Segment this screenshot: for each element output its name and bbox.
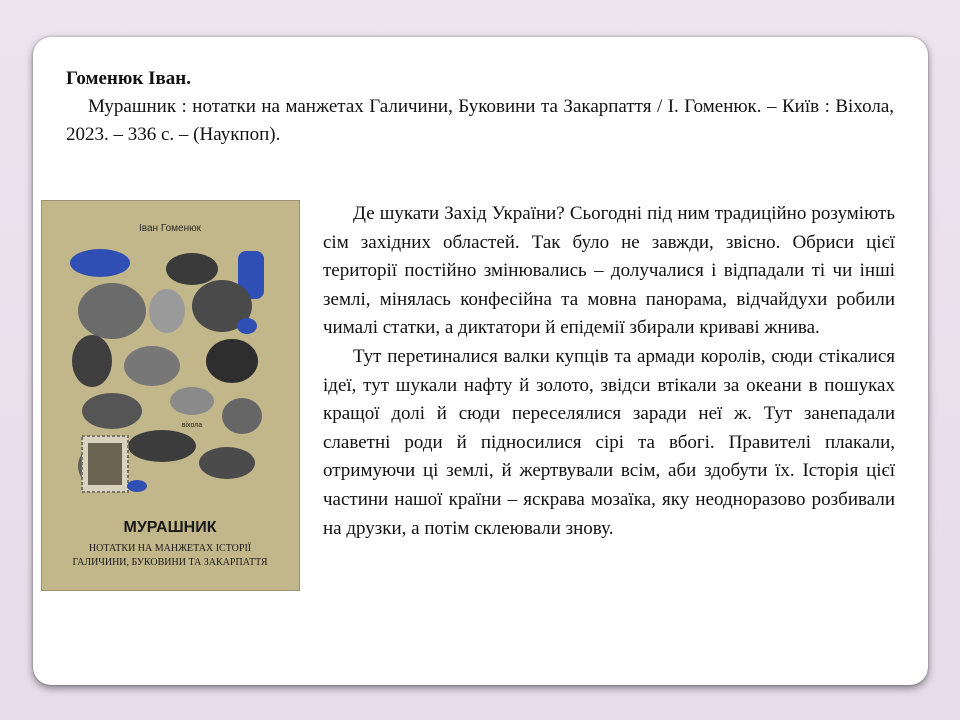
slide-card	[33, 37, 928, 685]
bibliographic-record	[66, 65, 894, 149]
book-description	[323, 200, 895, 543]
cover-publisher: віхола	[181, 422, 203, 429]
description-paragraph-1: Де шукати Захід України? Сьогодні під ним традиційно розуміють сім західних областей. Так було не завжди, звісно. Обриси цієї території постійно змінювались – долучалися і відпадали ті чи інші землі, мінялась конфесійна та мовна панорама, відчайдухи робили чималі статки, а диктатори й епідемії збирали криваві жнива.	[323, 203, 895, 339]
cover-subtitle-line2: ГАЛИЧИНИ, БУКОВИНИ ТА ЗАКАРПАТТЯ	[72, 557, 268, 568]
cover-subtitle-line1: НОТАТКИ НА МАНЖЕТАХ ІСТОРІЇ	[88, 543, 252, 554]
cover-illustration	[42, 201, 299, 590]
cover-author: Іван Гоменюк	[139, 223, 201, 234]
record-citation: Мурашник : нотатки на манжетах Галичини, Буковини та Закарпаття / І. Гоменюк. – Київ : Віхола, 2023. – 336 с. – (Наукпоп).	[66, 96, 894, 145]
record-author: Гоменюк Іван.	[66, 68, 191, 89]
description-paragraph-2: Тут перетиналися валки купців та армади королів, сюди стікалися ідеї, тут шукали нафту й золото, звідси втікали за океани в пошуках кращої долі й сюди переселялися заради неї ж. Тут занепадали славетні роди й підносилися сірі та вбогі. Правителі плакали, отримуючи ці землі, й жертвували всім, аби здобути їх. Історія цієї частини нашої країни – яскрава мозаїка, яку неодноразово розбивали на друзки, а потім склеювали знову.	[323, 345, 895, 539]
cover-title: МУРАШНИК	[123, 519, 217, 536]
book-cover	[41, 200, 300, 591]
